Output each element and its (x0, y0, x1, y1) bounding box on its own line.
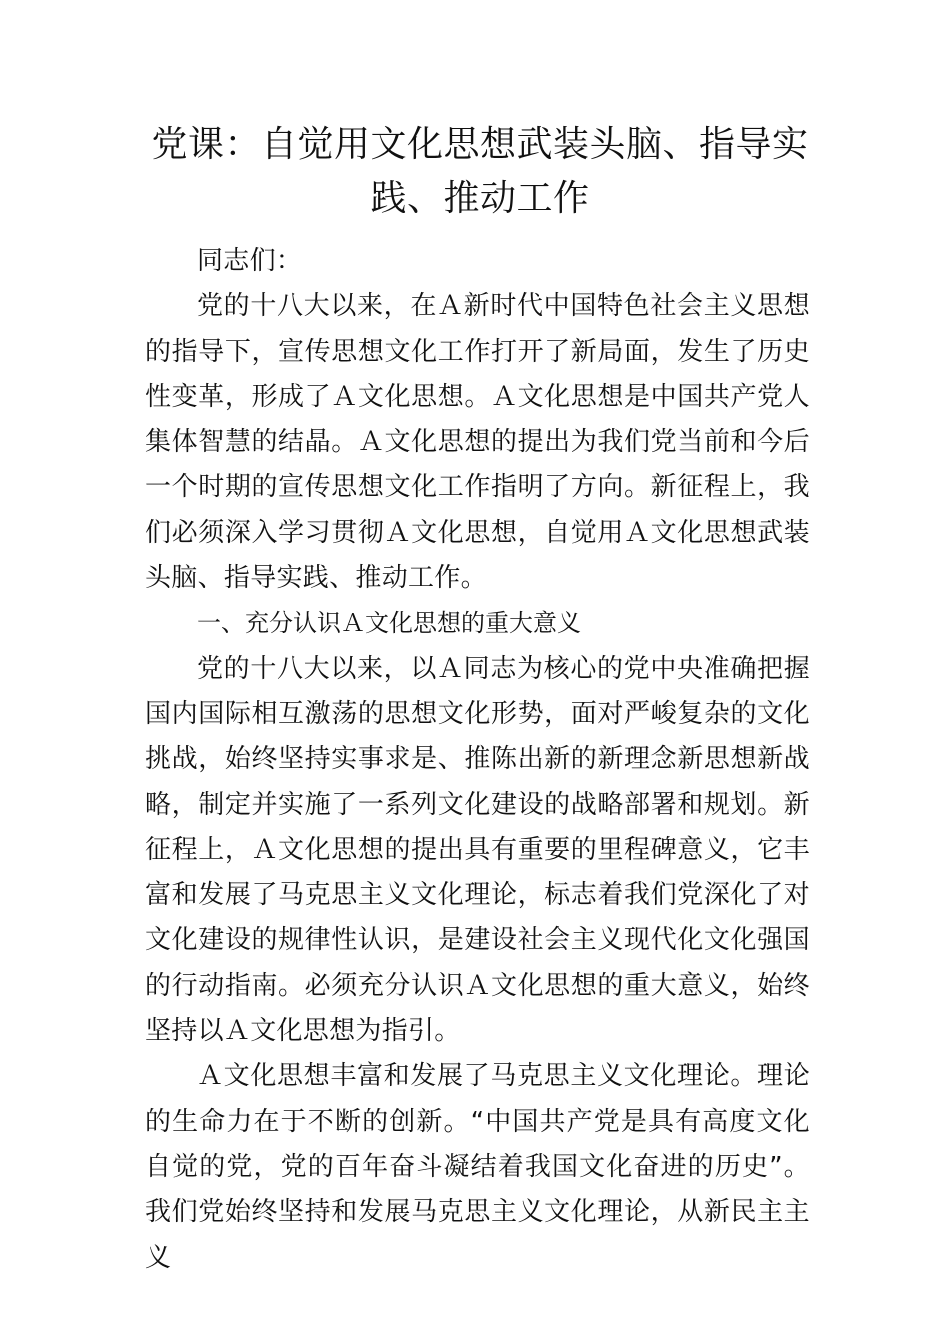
section-paragraph: 党的十八大以来，以Ａ同志为核心的党中央准确把握国内国际相互激荡的思想文化形势，面对严峻复杂的文化挑战，始终坚持实事求是、推陈出新的新理念新思想新战略，制定并实施了一系列文化建设的战略部署和规划。新征程上，Ａ文化思想的提出具有重要的里程碑意义，它丰富和发展了马克思主义文化理论，标志着我们党深化了对文化建设的规律性认识，是建设社会主义现代化文化强国的行动指南。必须充分认识Ａ文化思想的重大意义，始终坚持以Ａ文化思想为指引。 (145, 653, 810, 1047)
document-body (145, 239, 810, 1281)
salutation: 同志们： (197, 246, 303, 276)
intro-paragraph: 党的十八大以来，在Ａ新时代中国特色社会主义思想的指导下，宣传思想文化工作打开了新局面，发生了历史性变革，形成了Ａ文化思想。Ａ文化思想是中国共产党人集体智慧的结晶。Ａ文化思想的提出为我们党当前和今后一个时期的宣传思想文化工作指明了方向。新征程上，我们必须深入学习贯彻Ａ文化思想，自觉用Ａ文化思想武装头脑、指导实践、推动工作。 (145, 291, 810, 594)
document-title: 党课：自觉用文化思想武装头脑、指导实践、推动工作 (151, 124, 809, 219)
section-paragraph: Ａ文化思想丰富和发展了马克思主义文化理论。理论的生命力在于不断的创新。“中国共产党是具有高度文化自觉的党，党的百年奋斗凝结着我国文化奋进的历史”。我们党始终坚持和发展马克思主义文化理论，从新民主主义 (145, 1061, 810, 1273)
section-heading: 一、充分认识Ａ文化思想的重大意义 (197, 609, 581, 638)
